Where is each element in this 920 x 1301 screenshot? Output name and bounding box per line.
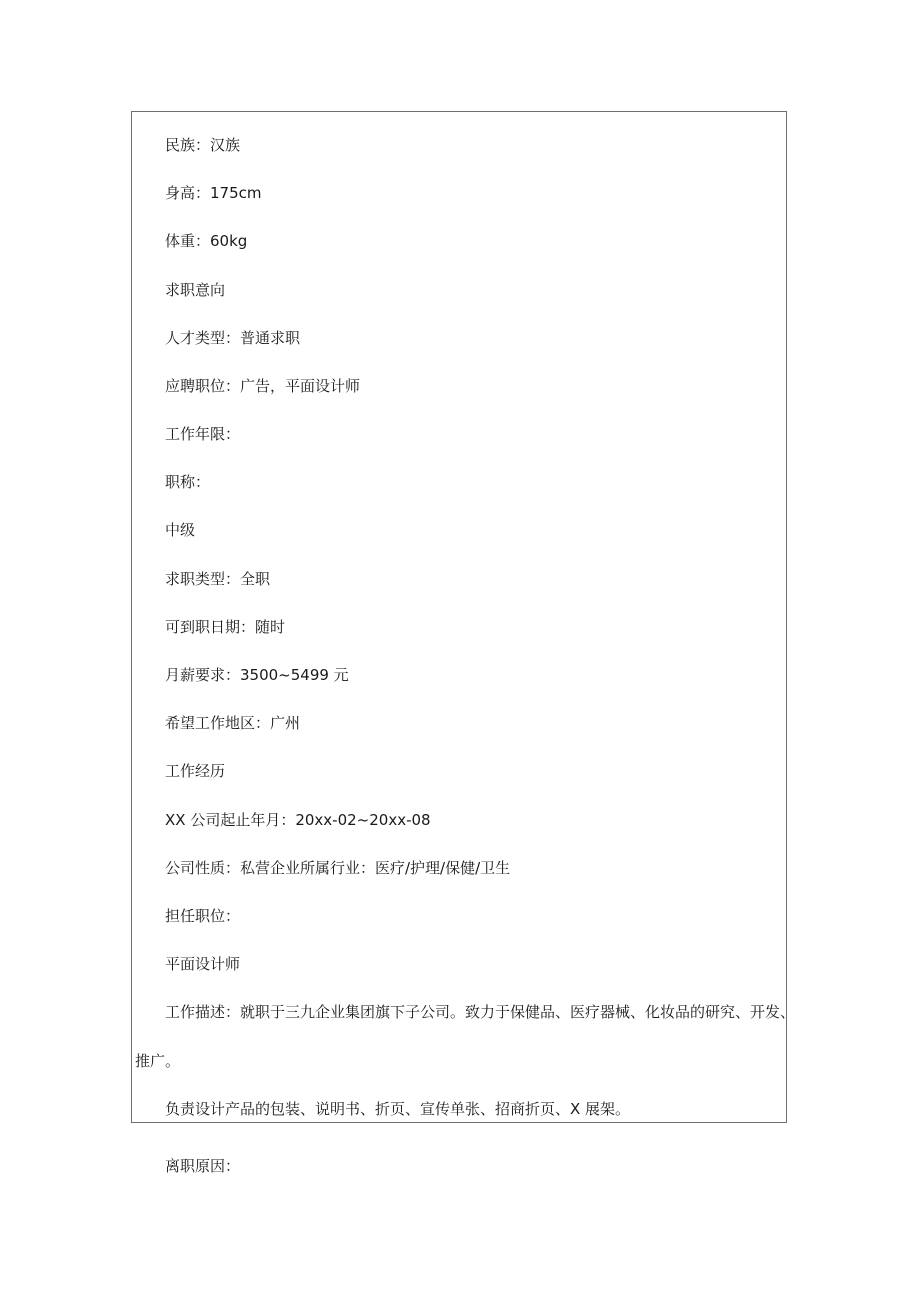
field-job-type: 求职类型：全职 [165, 570, 271, 588]
section-work-experience: 工作经历 [165, 762, 226, 780]
field-company-period: XX 公司起止年月：20xx-02~20xx-08 [165, 811, 431, 829]
field-title-value: 中级 [165, 521, 196, 539]
field-work-description-cont: 推广。 [135, 1052, 181, 1070]
field-height: 身高：175cm [165, 184, 262, 202]
field-company-nature: 公司性质：私营企业所属行业：医疗/护理/保健/卫生 [165, 859, 511, 877]
field-ethnicity: 民族：汉族 [165, 136, 241, 154]
field-leave-reason: 离职原因： [165, 1157, 241, 1175]
field-responsibility: 负责设计产品的包装、说明书、折页、宣传单张、招商折页、X 展架。 [165, 1100, 631, 1118]
field-applied-position: 应聘职位：广告，平面设计师 [165, 377, 361, 395]
field-salary: 月薪要求：3500~5499 元 [165, 666, 349, 684]
field-years-of-work: 工作年限： [165, 425, 241, 443]
field-position-held-value: 平面设计师 [165, 955, 241, 973]
field-weight: 体重：60kg [165, 232, 248, 250]
field-work-description: 工作描述：就职于三九企业集团旗下子公司。致力于保健品、医疗器械、化妆品的研究、开发、 [165, 1003, 796, 1021]
field-title: 职称： [165, 473, 211, 491]
field-position-held: 担任职位： [165, 907, 241, 925]
field-work-location: 希望工作地区：广州 [165, 714, 301, 732]
field-talent-type: 人才类型：普通求职 [165, 329, 301, 347]
section-job-intention: 求职意向 [165, 281, 226, 299]
field-available-date: 可到职日期：随时 [165, 618, 286, 636]
